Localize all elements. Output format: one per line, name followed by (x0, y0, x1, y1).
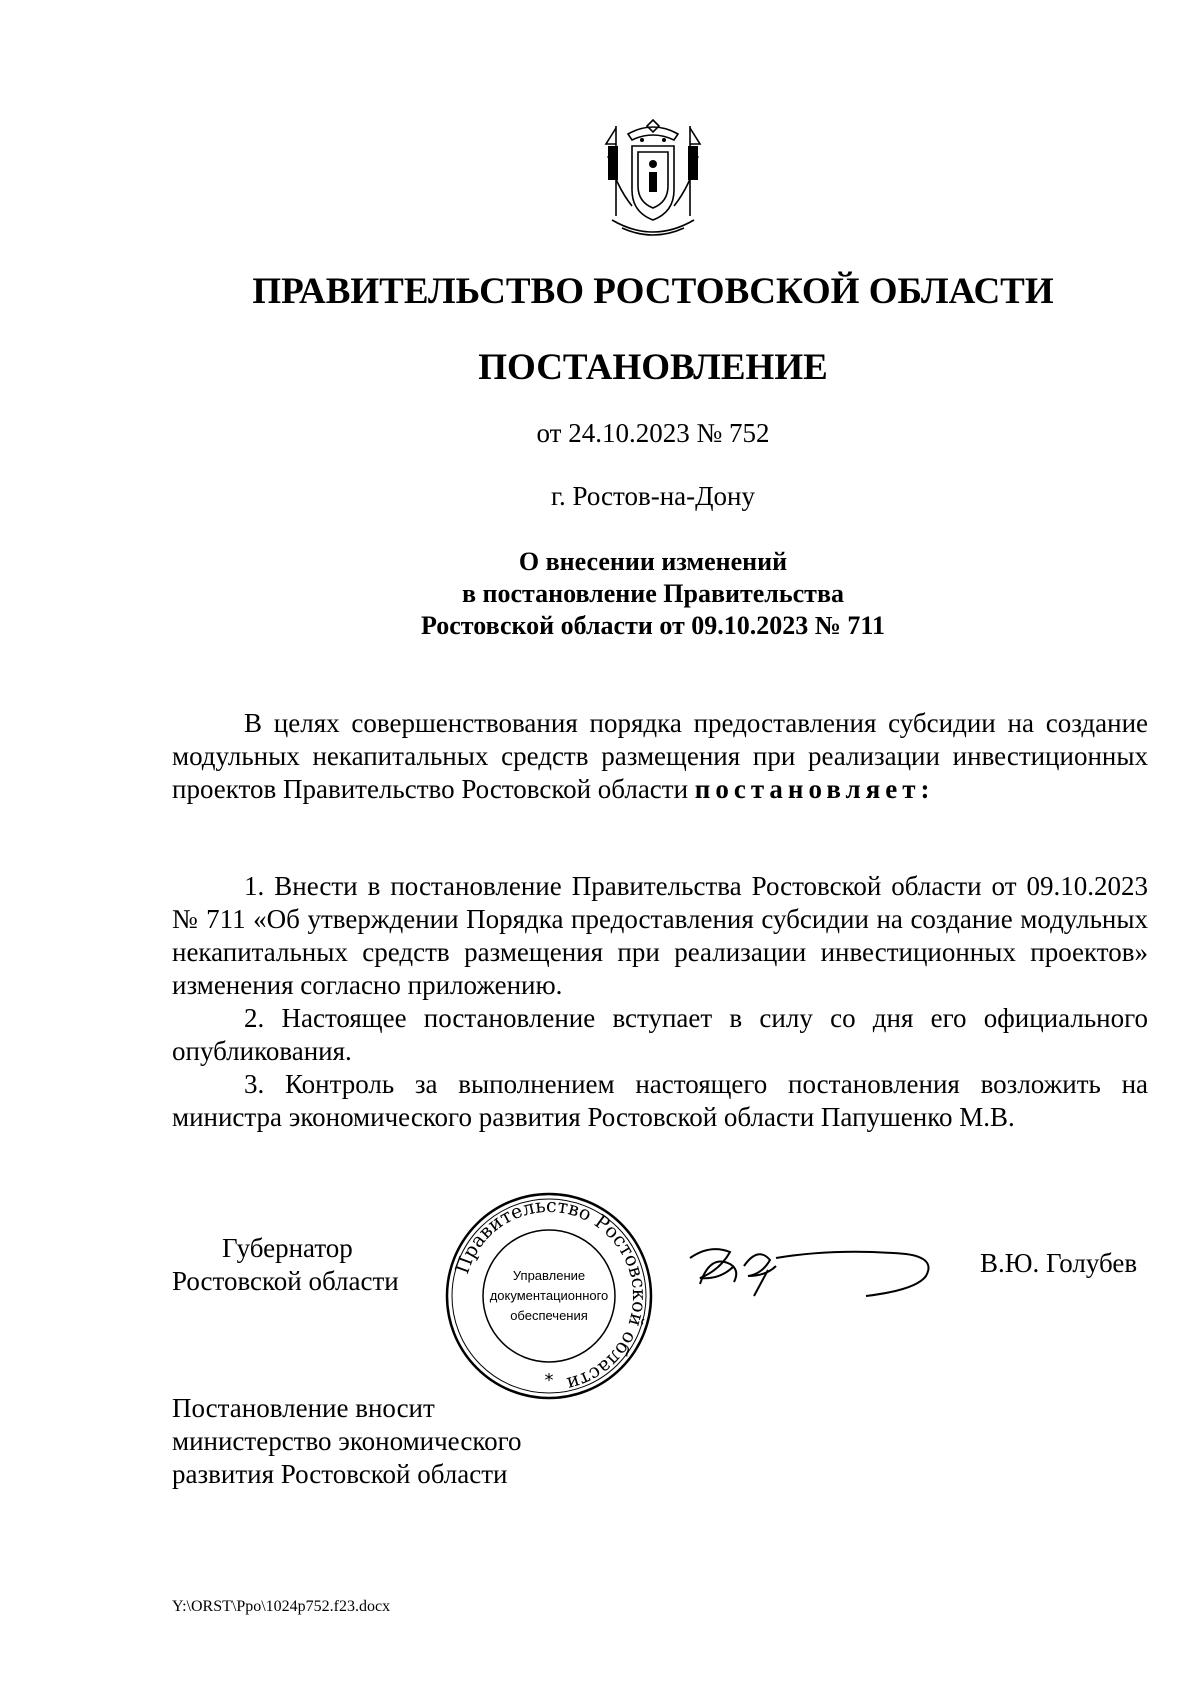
subject-line: Ростовской области от 09.10.2023 № 711 (421, 611, 885, 640)
file-path-footer: Y:\ORST\Ppo\1024p752.f23.docx (172, 1598, 391, 1615)
seal-inner-line: документационного (489, 1288, 609, 1303)
resolution-item: 2. Настоящее постановление вступает в силу со дня его официального опубликования. (172, 1003, 1148, 1066)
document-subject (0, 546, 1200, 642)
contributor-line: развития Ростовской области (172, 1459, 508, 1489)
coat-of-arms-icon (598, 116, 708, 242)
position-line: Губернатор (222, 1233, 353, 1263)
official-seal (443, 1190, 655, 1402)
contributor-note (172, 1392, 521, 1491)
resolution-items (172, 870, 1148, 1134)
subject-line: в постановление Правительства (461, 579, 844, 608)
position-line: Ростовской области (172, 1266, 399, 1296)
organization-title: ПРАВИТЕЛЬСТВО РОСТОВСКОЙ ОБЛАСТИ (252, 271, 1054, 312)
seal-outer-text: Правительство Ростовской области (451, 1194, 651, 1395)
preamble-paragraph (172, 707, 1148, 806)
resolution-item: 3. Контроль за выполнением настоящего постановления возложить на министра экономического развития Ростовской области Папушенко М.В. (172, 1069, 1148, 1132)
preamble-text: В целях совершенствования порядка предоставления субсидии на создание модульных некапитальных средств размещения при реализации инвестиционных проектов Правительство Ростовской области (172, 708, 1148, 804)
resolves-word: постановляет: (694, 774, 935, 804)
handwritten-signature (680, 1236, 940, 1306)
document-type: ПОСТАНОВЛЕНИЕ (478, 347, 828, 388)
contributor-line: Постановление вносит (172, 1393, 435, 1423)
subject-line: О внесении изменений (518, 547, 788, 576)
signer-position (172, 1232, 399, 1298)
seal-inner-line: обеспечения (510, 1308, 588, 1323)
contributor-line: министерство экономического (172, 1426, 522, 1456)
seal-inner-line: Управление (512, 1268, 586, 1283)
document-date-number: от 24.10.2023 № 752 (536, 418, 770, 448)
resolution-item: 1. Внести в постановление Правительства Ростовской области от 09.10.2023 № 711 «Об утверждении Порядка предоставления субсидии на создание модульных некапитальных средств размещения при реализации инвестиционных проектов» изменения согласно приложению. (172, 871, 1148, 1000)
signer-name: В.Ю. Голубев (980, 1248, 1138, 1278)
seal-star: * (544, 1370, 554, 1391)
document-city: г. Ростов-на-Дону (550, 481, 755, 511)
